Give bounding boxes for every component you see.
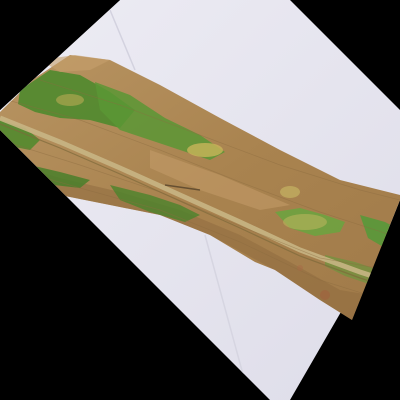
reddish-spot — [320, 290, 330, 300]
lesion-halo — [283, 214, 327, 230]
lesion-halo — [187, 143, 223, 157]
lesion-halo — [56, 94, 84, 106]
lesion-halo — [280, 186, 300, 198]
reddish-spot — [297, 265, 303, 271]
